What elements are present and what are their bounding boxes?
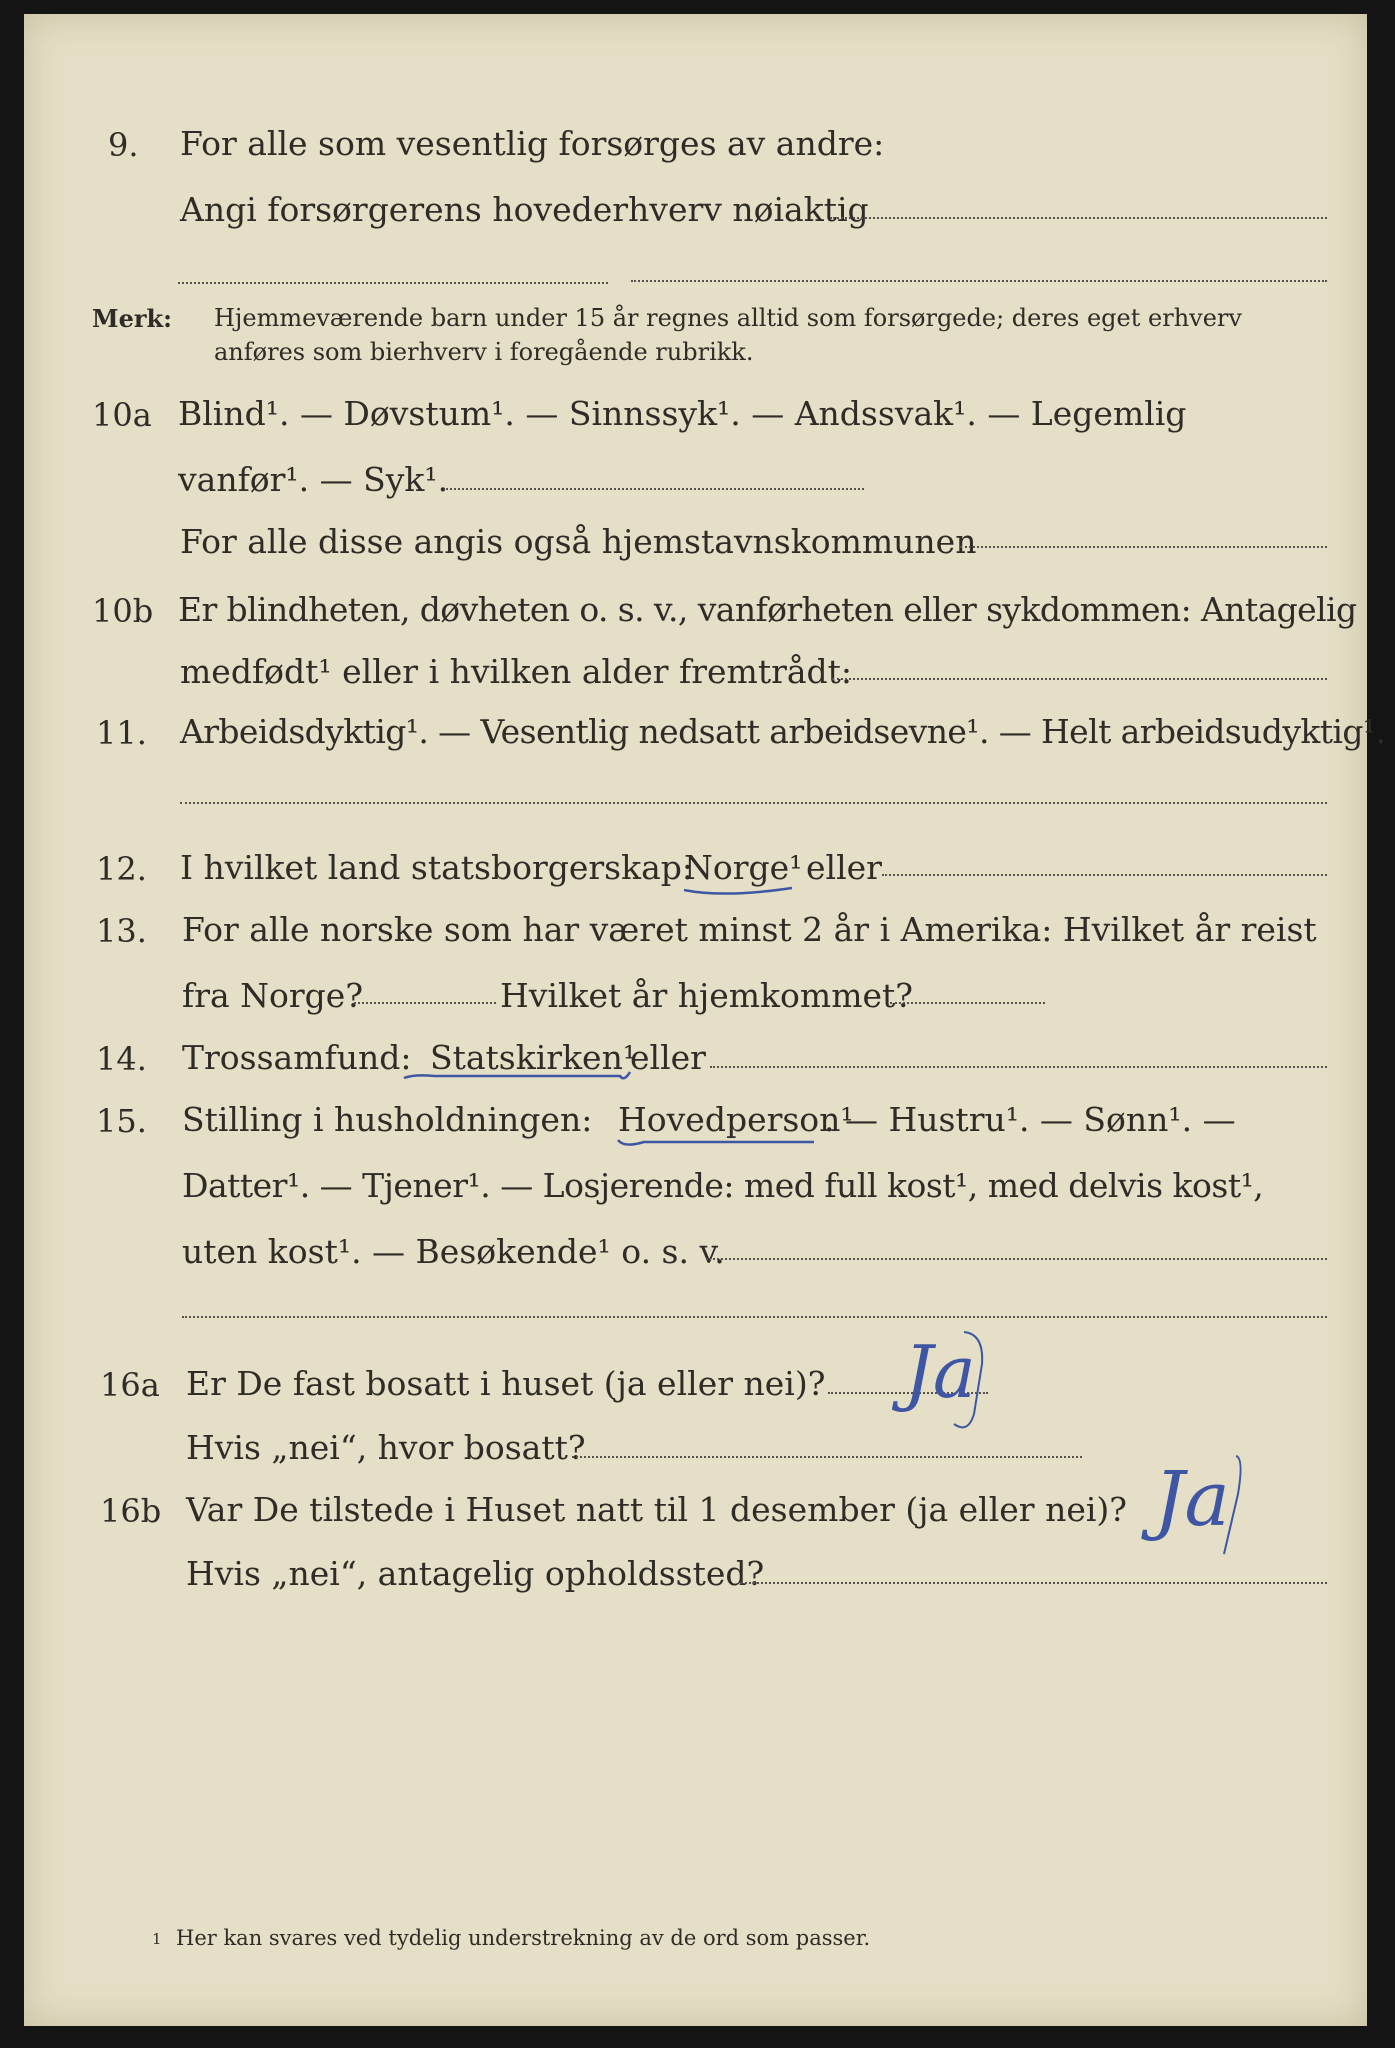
item-10a-line1: Blind¹. — Døvstum¹. — Sinnssyk¹. — Andssvak¹. — Legemlig — [178, 394, 1187, 433]
item-13-number: 13. — [96, 912, 147, 950]
item-13-line2a: fra Norge? — [182, 976, 364, 1015]
item-16b-line2: Hvis „nei“, antagelig opholdssted? — [186, 1554, 765, 1593]
item-9-line1: For alle som vesentlig forsørges av andre: — [180, 124, 885, 163]
item-10b-line1: Er blindheten, døvheten o. s. v., vanførheten eller sykdommen: Antagelig — [178, 590, 1357, 629]
item-11-number: 11. — [96, 714, 147, 752]
item-16a-handwritten-answer: Ja — [904, 1330, 976, 1414]
merk-line1: Hjemmeværende barn under 15 år regnes alltid som forsørgede; deres eget erhverv — [214, 304, 1242, 332]
item-15-line3: uten kost¹. — Besøkende¹ o. s. v. — [182, 1232, 725, 1271]
footnote-text: Her kan svares ved tydelig understrekning av de ord som passer. — [176, 1926, 871, 1950]
item-10b-line2: medfødt¹ eller i hvilken alder fremtrådt: — [180, 652, 853, 691]
merk-label: Merk: — [92, 304, 172, 333]
item-14-option-statskirken[interactable]: Statskirken¹ — [430, 1038, 637, 1077]
item-14-number: 14. — [96, 1040, 147, 1078]
item-15-line2: Datter¹. — Tjener¹. — Losjerende: med full kost¹, med delvis kost¹, — [182, 1166, 1264, 1205]
merk-line2: anføres som bierhverv i foregående rubrikk. — [214, 338, 754, 366]
item-12-prefix: I hvilket land statsborgerskap: — [180, 848, 694, 887]
item-9-line2: Angi forsørgerens hovederhverv nøiaktig — [180, 190, 869, 229]
item-16a-line1: Er De fast bosatt i huset (ja eller nei)? — [186, 1364, 826, 1403]
item-14-suffix: eller — [630, 1038, 706, 1077]
item-9-number: 9. — [108, 126, 139, 164]
footnote-marker: 1 — [152, 1930, 162, 1948]
item-10a-line3: For alle disse angis også hjemstavnskommunen — [180, 522, 977, 561]
item-16a-line2: Hvis „nei“, hvor bosatt? — [186, 1428, 586, 1467]
item-12-suffix: eller — [806, 848, 882, 887]
item-14-prefix: Trossamfund: — [182, 1038, 412, 1077]
item-16b-handwritten-answer: Ja — [1154, 1454, 1230, 1543]
item-15-rest: . — Hustru¹. — Sønn¹. — — [824, 1100, 1236, 1139]
item-12-option-norge[interactable]: Norge¹ — [684, 848, 803, 887]
item-10b-number: 10b — [92, 592, 154, 630]
item-15-number: 15. — [96, 1102, 147, 1140]
item-15-option-hovedperson[interactable]: Hovedperson¹ — [618, 1100, 854, 1139]
item-10a-number: 10a — [92, 396, 152, 434]
item-10a-line2: vanfør¹. — Syk¹. — [178, 460, 449, 499]
item-15-prefix: Stilling i husholdningen: — [182, 1100, 593, 1139]
item-16b-number: 16b — [100, 1492, 162, 1530]
item-16b-line1: Var De tilstede i Huset natt til 1 desember (ja eller nei)? — [186, 1490, 1127, 1529]
item-12-number: 12. — [96, 850, 147, 888]
ink-underline-marks — [24, 14, 1367, 2026]
census-form-page — [24, 14, 1386, 2026]
item-13-line2b: Hvilket år hjemkommet? — [500, 976, 913, 1015]
item-13-line1: For alle norske som har været minst 2 år i Amerika: Hvilket år reist — [182, 910, 1317, 949]
item-11-line1: Arbeidsdyktig¹. — Vesentlig nedsatt arbeidsevne¹. — Helt arbeidsudyktig¹. — [180, 712, 1386, 751]
item-16a-number: 16a — [100, 1366, 160, 1404]
